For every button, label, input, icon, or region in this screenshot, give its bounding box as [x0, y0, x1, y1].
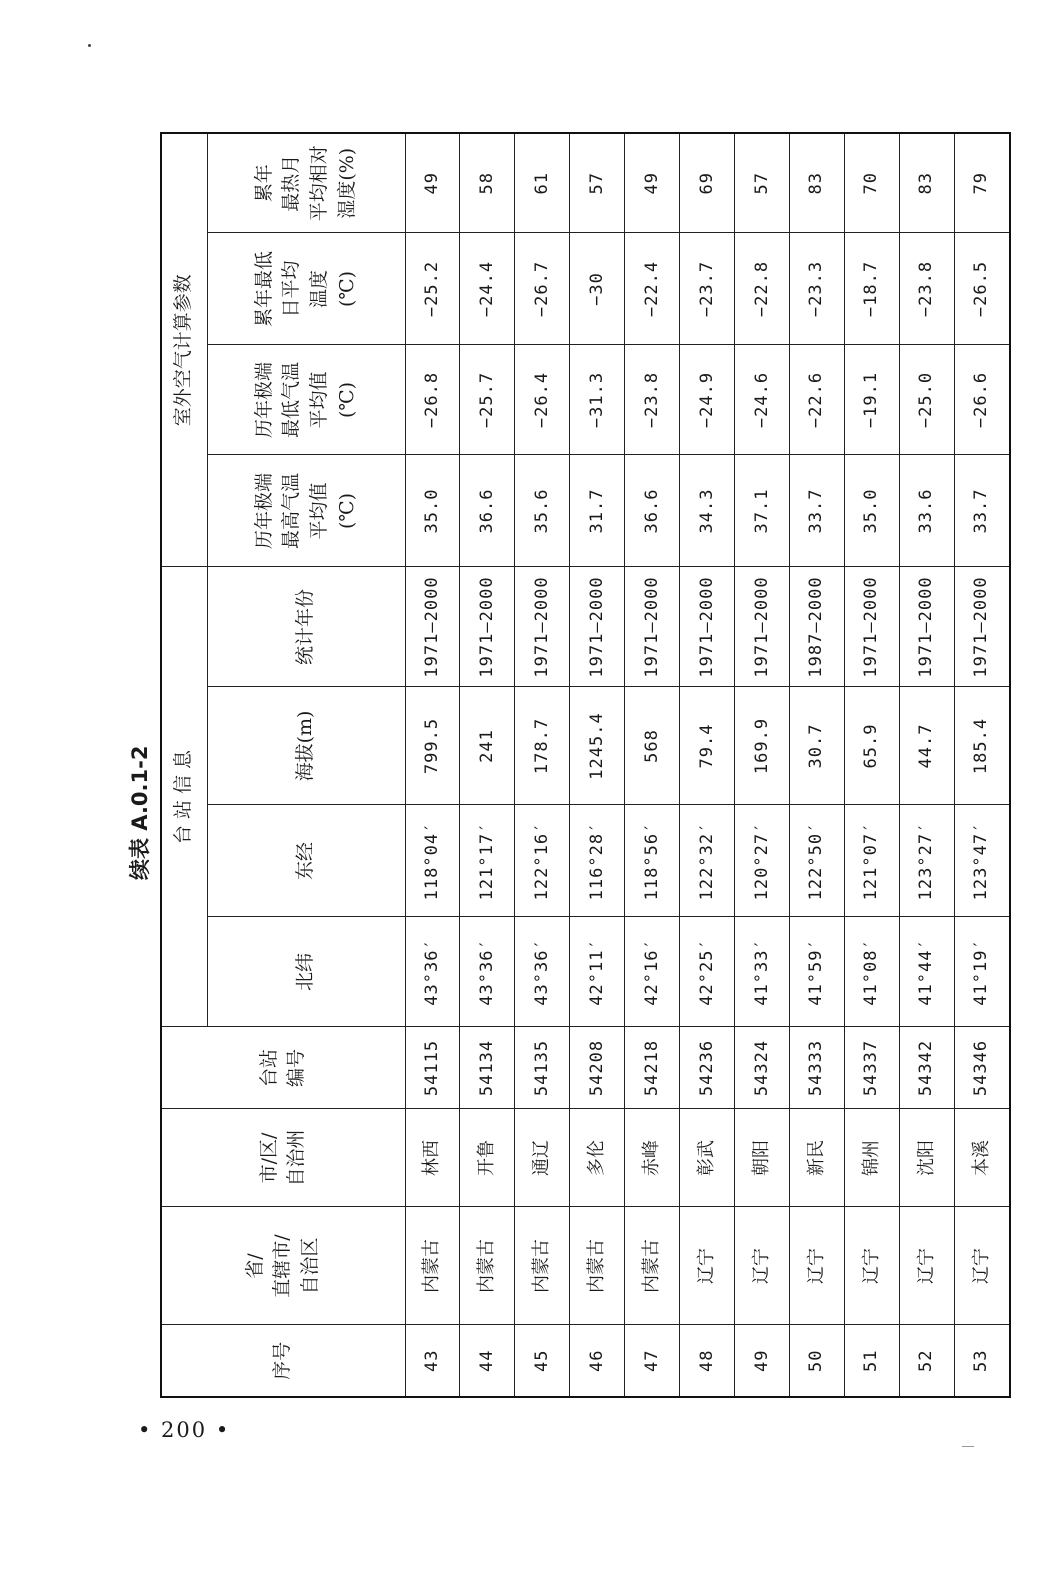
page-number: • 200 •	[138, 1418, 231, 1442]
table-row: 43 内蒙古 林西 54115 43°36′ 118°04′ 799.5 1971—2000 35.0 −26.8 −25.2 49	[405, 133, 460, 1397]
table-row: 47 内蒙古 赤峰 54218 42°16′ 118°56′ 568 1971—2000 36.6 −23.8 −22.4 49	[625, 133, 680, 1397]
table-rotation-wrapper	[160, 145, 1011, 1398]
scan-speck	[88, 44, 91, 47]
header-province: 省/ 直辖市/ 自治区	[161, 1207, 405, 1325]
header-humidity: 累年 最热月 平均相对 湿度(%)	[207, 133, 405, 233]
header-tdaily: 累年最低 日平均 温度 (℃)	[207, 233, 405, 345]
table-row: 52 辽宁 沈阳 54342 41°44′ 123°27′ 44.7 1971—2000 33.6 −25.0 −23.8 83	[899, 133, 954, 1397]
header-latitude: 北纬	[207, 917, 405, 1027]
climate-data-table	[160, 132, 1011, 1398]
header-station-id: 台站 编号	[161, 1027, 405, 1109]
scan-mark	[962, 1446, 974, 1447]
table-row: 46 内蒙古 多伦 54208 42°11′ 116°28′ 1245.4 1971—2000 31.7 −31.3 −30 57	[570, 133, 625, 1397]
table-row: 45 内蒙古 通辽 54135 43°36′ 122°16′ 178.7 1971—2000 35.6 −26.4 −26.7 61	[515, 133, 570, 1397]
header-seq: 序号	[161, 1325, 405, 1397]
table-row: 51 辽宁 锦州 54337 41°08′ 121°07′ 65.9 1971—2000 35.0 −19.1 −18.7 70	[844, 133, 899, 1397]
header-years: 统计年份	[207, 567, 405, 687]
header-tmax: 历年极端 最高气温 平均值 (℃)	[207, 455, 405, 567]
table-row: 50 辽宁 新民 54333 41°59′ 122°50′ 30.7 1987—2000 33.7 −22.6 −23.3 83	[789, 133, 844, 1397]
caption-text: 续表 A.0.1-2	[128, 745, 152, 880]
rotated-table-frame	[160, 145, 1051, 1380]
header-longitude: 东经	[207, 805, 405, 917]
table-row: 49 辽宁 朝阳 54324 41°33′ 120°27′ 169.9 1971—2000 37.1 −24.6 −22.8 57	[734, 133, 789, 1397]
header-outdoor-params-group: 室外空气计算参数	[161, 133, 207, 567]
table-row: 53 辽宁 本溪 54346 41°19′ 123°47′ 185.4 1971—2000 33.7 −26.6 −26.5 79	[954, 133, 1010, 1397]
table-caption	[118, 700, 158, 960]
header-tmin: 历年极端 最低气温 平均值 (℃)	[207, 345, 405, 455]
table-row: 44 内蒙古 开鲁 54134 43°36′ 121°17′ 241 1971—2000 36.6 −25.7 −24.4 58	[460, 133, 515, 1397]
header-altitude: 海拔(m)	[207, 687, 405, 805]
header-station-info-group: 台 站 信 息	[161, 567, 207, 1027]
table-row: 48 辽宁 彰武 54236 42°25′ 122°32′ 79.4 1971—2000 34.3 −24.9 −23.7 69	[680, 133, 735, 1397]
header-city: 市/区/ 自治州	[161, 1109, 405, 1207]
